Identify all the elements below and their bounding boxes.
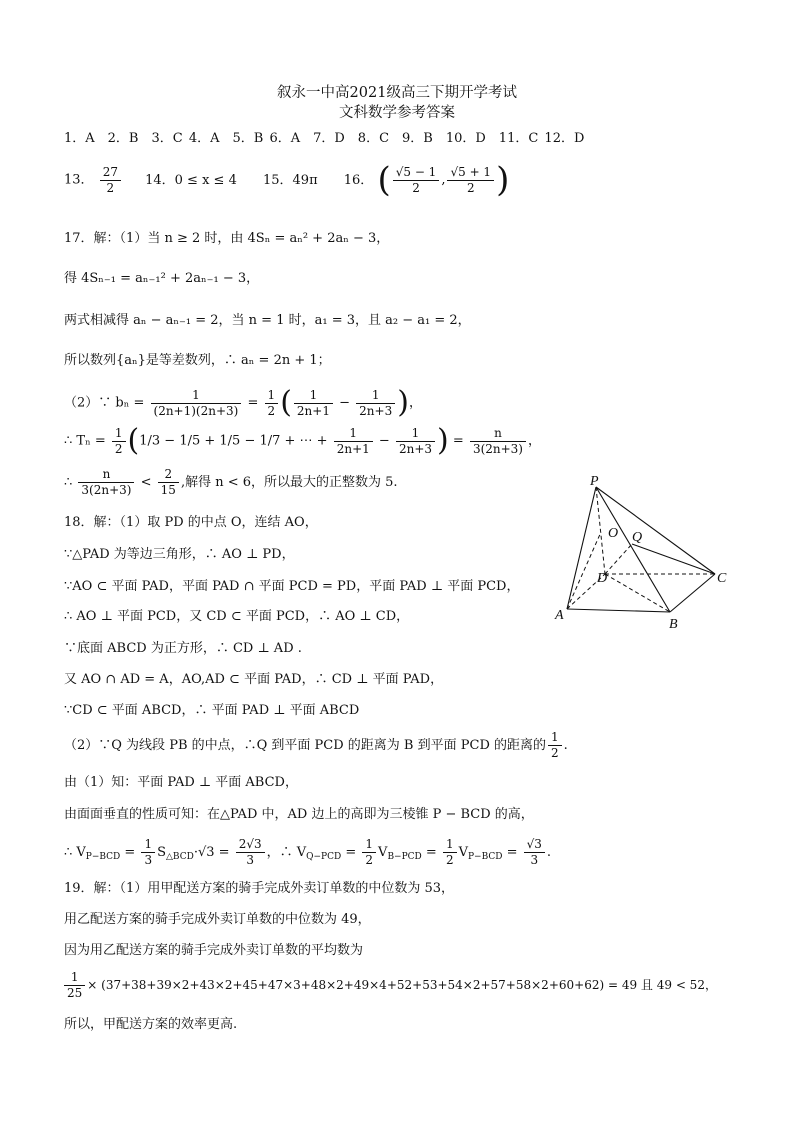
text: ∴ — [64, 475, 73, 490]
fraction — [334, 426, 373, 457]
page-title: 叙永一中高2021级高三下期开学考试 — [277, 85, 517, 101]
q19-line4 — [64, 968, 717, 1002]
text: . — [563, 738, 568, 753]
frac-num: 27 — [100, 165, 121, 181]
fraction — [265, 388, 279, 419]
pyramid-figure — [552, 474, 742, 634]
text: ， — [528, 433, 542, 449]
frac-den: 3 — [246, 853, 254, 867]
label-O: O — [608, 526, 619, 541]
edge-AB — [567, 609, 670, 612]
fraction — [443, 837, 457, 868]
q18-line4: ∴ AO ⊥ 平面 PCD，又 CD ⊂ 平面 PCD，∴ AO ⊥ CD， — [64, 609, 410, 624]
text: ∴ V — [64, 845, 86, 860]
subscript: P−BCD — [467, 852, 503, 862]
right-paren: ) — [496, 160, 510, 200]
page-subtitle: 文科数学参考答案 — [339, 105, 455, 121]
text: ， — [408, 395, 422, 411]
q18-line11 — [64, 836, 551, 874]
q17-line7 — [64, 466, 398, 500]
frac-num: 1 — [112, 426, 126, 442]
text: ∴ Tₙ = — [64, 433, 106, 449]
frac-den: 2n+3 — [359, 403, 393, 418]
q19-line2: 用乙配送方案的骑手完成外卖订单数的中位数为 49， — [64, 912, 371, 927]
q18-line10: 由面面垂直的性质可知：在△PAD 中，AD 边上的高即为三棱锥 P − BCD 的高， — [64, 807, 534, 822]
fraction — [112, 426, 126, 457]
frac-den: 3(2n+3) — [472, 441, 523, 456]
left-paren: ( — [127, 423, 140, 458]
series-terms: 1/3 − 1/5 + 1/5 − 1/7 + ⋯ + — [139, 433, 328, 449]
frac-num: 1 — [548, 730, 562, 746]
q18-line8 — [64, 730, 568, 761]
segment-AO — [567, 532, 601, 609]
fraction — [524, 837, 545, 868]
text: V — [378, 845, 388, 860]
label-D: D — [597, 571, 608, 586]
edge-BC — [670, 574, 715, 612]
subscript: △BCD — [166, 852, 194, 862]
q13-label: 13． — [64, 172, 94, 188]
frac-den: 2 — [412, 180, 420, 195]
fraction — [470, 426, 526, 457]
segment-DQ — [605, 544, 632, 574]
q13-fraction — [100, 165, 121, 196]
equals-sign: = — [345, 845, 357, 860]
q18-line3: ∵AO ⊂ 平面 PAD，平面 PAD ∩ 平面 PCD = PD，平面 PAD ⊥ 平面 PCD， — [64, 579, 520, 594]
text: S — [157, 845, 167, 860]
q18-line6: 又 AO ∩ AD = A，AO,AD ⊂ 平面 PAD，∴ CD ⊥ 平面 PAD， — [64, 672, 444, 687]
left-paren: ( — [280, 385, 292, 420]
q18-line2: ∵△PAD 为等边三角形，∴ AO ⊥ PD， — [64, 547, 295, 562]
fraction — [151, 388, 242, 419]
left-paren: ( — [377, 160, 391, 200]
frac-den: 15 — [160, 483, 176, 497]
frac-den: 2 — [267, 403, 276, 418]
frac-num: 1 — [294, 388, 333, 404]
frac-num: 1 — [334, 426, 373, 442]
frac-den: 2n+3 — [398, 441, 433, 456]
text: （2）∵ bₙ = — [64, 395, 145, 411]
frac-num: √5 − 1 — [393, 165, 440, 181]
fraction — [141, 837, 155, 868]
less-than-sign: < — [140, 475, 152, 490]
frac-num: 1 — [265, 388, 279, 404]
equals-sign: = — [452, 433, 464, 449]
frac-den: 2n+1 — [336, 441, 370, 456]
q18-line1: 18．解：（1）取 PD 的中点 O，连结 AO， — [64, 515, 318, 530]
frac-den: 2 — [551, 746, 559, 760]
frac-den: 25 — [67, 986, 83, 1000]
q17-line4: 所以数列{aₙ}是等差数列，∴ aₙ = 2n + 1； — [64, 353, 331, 368]
label-A: A — [555, 608, 564, 623]
q19-line3: 因为用乙配送方案的骑手完成外卖订单数的平均数为 — [64, 943, 364, 958]
q18-line7: ∵CD ⊂ 平面 ABCD，∴ 平面 PAD ⊥ 平面 ABCD — [64, 703, 360, 718]
frac-num: 1 — [443, 837, 457, 853]
frac-num: 2 — [158, 467, 179, 483]
q18-line9: 由（1）知：平面 PAD ⊥ 平面 ABCD， — [64, 775, 298, 790]
q16-frac2 — [447, 165, 494, 196]
minus-sign: − — [378, 433, 390, 449]
q18-line5: ∵底面 ABCD 为正方形，∴ CD ⊥ AD . — [64, 641, 302, 656]
fraction — [396, 426, 435, 457]
fill-answers: 13． $\frac{27}{2}$ 14．0 ≤ x ≤ 4 15．49π 16． ( $\frac{√5 - 1}{2}$ , $\frac{√5 + 1}{2}$ ) — [64, 160, 510, 200]
q17-line2: 得 4Sₙ₋₁ = aₙ₋₁² + 2aₙ₋₁ − 3， — [64, 271, 260, 286]
label-C: C — [717, 571, 727, 586]
subscript: P−BCD — [85, 852, 121, 862]
right-paren: ) — [437, 423, 449, 458]
frac-num: n — [78, 467, 134, 483]
frac-num: √5 + 1 — [447, 165, 494, 181]
diagonal-DB — [605, 574, 670, 612]
q19-line1: 19．解：（1）用甲配送方案的骑手完成外卖订单数的中位数为 53， — [64, 881, 454, 896]
frac-num: 1 — [356, 388, 395, 404]
q17-line3: 两式相减得 aₙ − aₙ₋₁ = 2，当 n = 1 时，a₁ = 3，且 a₂ − a₁ = 2， — [64, 313, 471, 328]
q16-frac1 — [393, 165, 440, 196]
q14-answer: 14．0 ≤ x ≤ 4 — [145, 172, 237, 188]
choice-answers: 1．A 2．B 3．C 4．A 5．B 6．A 7．D 8．C 9．B 10．D 11．C 12．D — [64, 131, 585, 146]
subscript: B−PCD — [387, 852, 422, 862]
equals-sign: = — [425, 845, 437, 860]
q16-label: 16． — [343, 172, 374, 188]
label-Q: Q — [632, 530, 643, 545]
fraction — [236, 837, 265, 868]
frac-num: 1 — [362, 837, 376, 853]
frac-den: (2n+1)(2n+3) — [153, 403, 239, 418]
frac-den: 2 — [445, 853, 454, 867]
q15-answer: 15．49π — [262, 172, 318, 188]
q17-line1: 17．解：（1）当 n ≥ 2 时，由 4Sₙ = aₙ² + 2aₙ − 3， — [64, 231, 390, 246]
frac-den: 2 — [466, 180, 475, 195]
frac-den: 2 — [106, 180, 115, 195]
subscript: Q−PCD — [306, 852, 342, 862]
frac-num: 1 — [151, 388, 242, 404]
edge-PA — [567, 487, 596, 609]
equals-sign: = — [506, 845, 518, 860]
fraction — [548, 730, 562, 761]
fraction — [158, 467, 179, 498]
text: ，∴ V — [266, 845, 307, 860]
frac-num: 1 — [141, 837, 155, 853]
label-P: P — [590, 474, 599, 489]
q17-line6 — [64, 424, 541, 459]
fraction — [356, 388, 395, 419]
text: ·√3 = — [193, 845, 230, 860]
text: . — [546, 845, 552, 860]
frac-den: 3 — [530, 853, 539, 867]
frac-den: 2 — [114, 441, 123, 456]
text: V — [458, 845, 468, 860]
edge-PB — [596, 487, 670, 612]
q19-line5: 所以，甲配送方案的效率更高. — [64, 1017, 238, 1032]
frac-num: √3 — [524, 837, 545, 853]
frac-den: 3 — [144, 853, 153, 867]
q17-line5 — [64, 386, 422, 421]
equals-sign: = — [124, 845, 136, 860]
frac-num: 2√3 — [236, 837, 265, 853]
right-paren: ) — [397, 385, 409, 420]
frac-den: 2 — [365, 853, 374, 867]
text: （2）∵Q 为线段 PB 的中点，∴Q 到平面 PCD 的距离为 B 到平面 PCD 的距离的 — [64, 738, 546, 753]
equals-sign: = — [247, 395, 259, 411]
fraction — [294, 388, 333, 419]
frac-num: 1 — [396, 426, 435, 442]
mean-expression: × (37+38+39×2+43×2+45+47×3+48×2+49×4+52+53+54×2+57+58×2+60+62) = 49 且 49 < 52， — [87, 978, 717, 992]
frac-den: 3(2n+3) — [81, 483, 132, 497]
minus-sign: − — [339, 395, 351, 411]
text: ,解得 n < 6，所以最大的正整数为 5. — [180, 475, 398, 490]
frac-num: n — [470, 426, 526, 442]
label-B: B — [669, 617, 678, 632]
frac-den: 2n+1 — [296, 403, 330, 418]
fraction — [78, 467, 134, 498]
fraction — [64, 970, 85, 1001]
frac-num: 1 — [64, 970, 85, 986]
fraction — [362, 837, 376, 868]
